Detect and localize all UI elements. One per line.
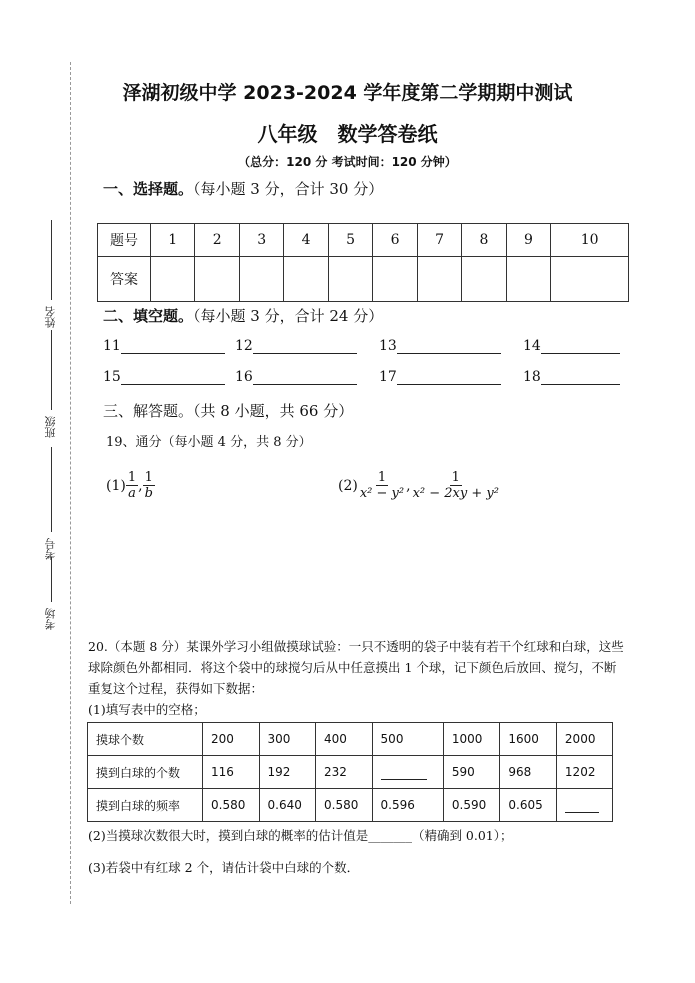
side-label-exam-room: 考场 [43,555,59,630]
fill-blank-item-14[interactable]: 14 [523,338,620,354]
table-row [98,224,629,257]
q19-part1: (1) $\frac{1}{a}$ , $\frac{1}{b}$ [106,470,153,501]
q19-heading: 19、通分（每小题 4 分，共 8 分） [106,435,312,450]
table-cell: 500 [372,723,443,756]
fill-blank-item-11[interactable]: 11 [103,338,225,354]
q19-part2: (2) $\frac{1}{\text{x² − y²}}$ , $\frac{1}{\text{x² − 2xy + y²}}$ [338,470,499,501]
table-cell: 摸到白球的频率 [88,789,203,822]
binding-dash-line [70,62,71,904]
question-number: 4 [284,224,328,257]
page-subtitle: 八年级 数学答卷纸 [257,122,438,146]
fill-blank-item-15[interactable]: 15 [103,369,225,385]
question-number: 1 [151,224,195,257]
question-number-label: 题号 [98,224,151,257]
table-cell: 0.590 [443,789,500,822]
q20-intro: 20.（本题 8 分）某课外学习小组做摸球试验：一只不透明的袋子中装有若干个红球和白球，这些球除颜色外都相同．将这个袋中的球搅匀后从中任意摸出 1 个球，记下颜色后放回、搅匀，不断重复这个过程，获得如下数据： [88,639,624,696]
fill-blank-item-17[interactable]: 17 [379,369,501,385]
answer-cell[interactable] [328,257,372,302]
table-cell: 摸球个数 [88,723,203,756]
table-cell: 1000 [443,723,500,756]
section1-heading: 一、选择题。（每小题 3 分，合计 30 分） [103,180,384,198]
section2-heading: 二、填空题。（每小题 3 分，合计 24 分） [103,307,384,325]
table-cell: 1202 [556,756,612,789]
question-number: 7 [417,224,461,257]
fill-blank-item-18[interactable]: 18 [523,369,620,385]
fill-blank-item-13[interactable]: 13 [379,338,501,354]
question-number: 5 [328,224,372,257]
question-number: 2 [195,224,239,257]
answer-cell[interactable] [284,257,328,302]
table-cell: 0.580 [203,789,260,822]
experiment-data-table [87,722,613,822]
page-title: 泽湖初级中学 2023-2024 学年度第二学期期中测试 [122,82,573,104]
table-blank-cell[interactable] [556,789,612,822]
table-cell: 0.596 [372,789,443,822]
table-row [88,756,613,789]
table-cell: 摸到白球的个数 [88,756,203,789]
table-cell: 400 [316,723,373,756]
table-cell: 1600 [500,723,557,756]
question-number: 3 [239,224,283,257]
table-cell: 300 [259,723,316,756]
fill-blank-item-12[interactable]: 12 [235,338,357,354]
question-number: 9 [506,224,550,257]
answer-cell[interactable] [462,257,506,302]
q20-part2: (2)当摸球次数很大时，摸到白球的概率的估计值是_______（精确到 0.01）； [88,828,513,843]
answer-row-label: 答案 [98,257,151,302]
table-row [88,789,613,822]
table-cell: 116 [203,756,260,789]
answer-cell[interactable] [239,257,283,302]
q20-part1: (1)填写表中的空格； [88,702,206,717]
exam-info: （总分：120 分 考试时间：120 分钟） [238,155,457,169]
question-number: 10 [551,224,629,257]
table-cell: 590 [443,756,500,789]
table-cell: 0.580 [316,789,373,822]
table-cell: 0.640 [259,789,316,822]
table-cell: 2000 [556,723,612,756]
table-cell: 968 [500,756,557,789]
side-label-name: 姓名 [43,218,59,328]
answer-cell[interactable] [551,257,629,302]
answer-cell[interactable] [417,257,461,302]
fill-blank-item-16[interactable]: 16 [235,369,357,385]
choice-answer-table [97,223,629,302]
answer-cell[interactable] [195,257,239,302]
side-label-class: 班级 [43,328,59,438]
answer-cell[interactable] [506,257,550,302]
table-cell: 0.605 [500,789,557,822]
table-blank-cell[interactable] [372,756,443,789]
table-cell: 192 [259,756,316,789]
table-cell: 200 [203,723,260,756]
q20-part3: (3)若袋中有红球 2 个，请估计袋中白球的个数． [88,860,360,875]
question-number: 6 [373,224,417,257]
question-number: 8 [462,224,506,257]
table-cell: 232 [316,756,373,789]
answer-cell[interactable] [373,257,417,302]
side-label-exam-number: 考号 [43,440,59,560]
table-row [98,257,629,302]
answer-cell[interactable] [151,257,195,302]
section3-heading: 三、解答题。（共 8 小题，共 66 分） [103,402,354,420]
table-row [88,723,613,756]
